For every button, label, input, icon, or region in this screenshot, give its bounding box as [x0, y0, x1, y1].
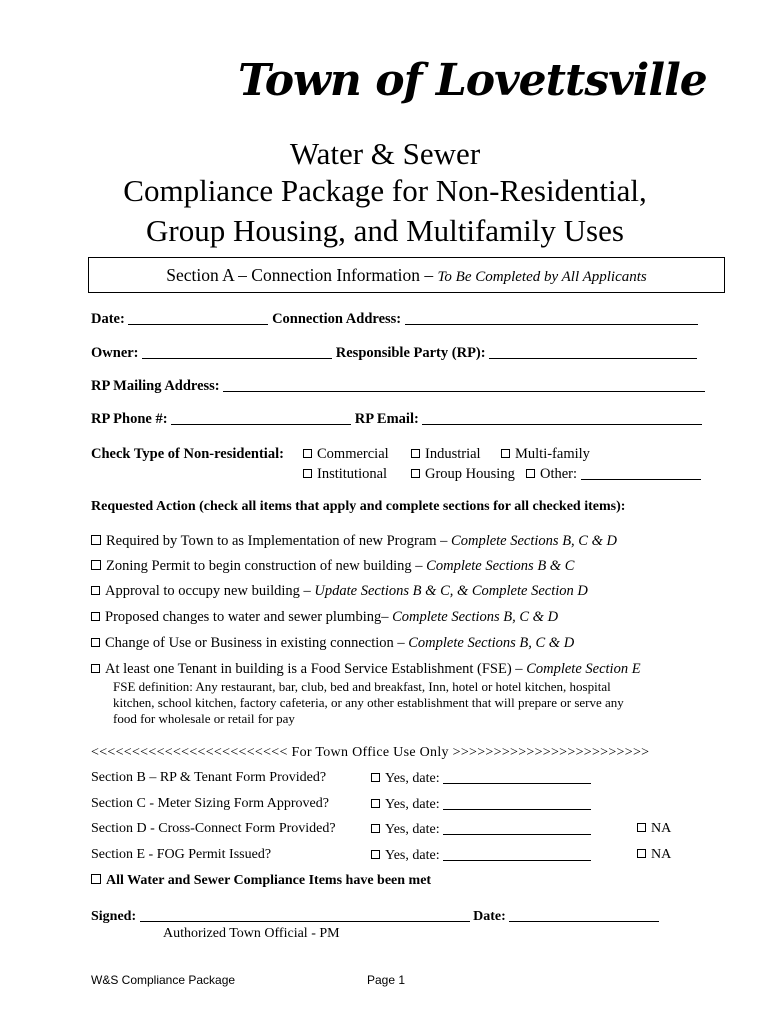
rp-phone-label: RP Phone #:: [91, 411, 168, 427]
rp-mailing-address-input[interactable]: [223, 378, 705, 392]
action-text: Approval to occupy new building –: [105, 583, 315, 599]
yes-date-label: Yes, date:: [385, 771, 440, 786]
action-item-5[interactable]: [91, 635, 574, 652]
section-a-note: To Be Completed by All Applicants: [437, 269, 647, 285]
responsible-party-label: Responsible Party (RP):: [335, 345, 486, 361]
office-row-d-na[interactable]: [637, 821, 671, 837]
checkbox[interactable]: [91, 612, 100, 621]
title-line-2: Compliance Package for Non-Residential,: [123, 173, 647, 208]
checkbox[interactable]: [91, 664, 100, 673]
responsible-party-input[interactable]: [489, 345, 697, 359]
rp-email-label: RP Email:: [354, 411, 419, 427]
type-option-label: Industrial: [425, 446, 481, 462]
section-a-label: Section A – Connection Information –: [166, 265, 438, 285]
checkbox[interactable]: [91, 638, 100, 647]
checkbox[interactable]: [526, 469, 535, 478]
checkbox[interactable]: [371, 799, 380, 808]
yes-date-label: Yes, date:: [385, 797, 440, 812]
office-row-d-label: Section D - Cross-Connect Form Provided?: [91, 821, 336, 836]
action-item-2[interactable]: [91, 558, 574, 575]
fse-definition-line-1: FSE definition: Any restaurant, bar, club, bed and breakfast, Inn, hotel or hotel kitchen, hospital: [113, 679, 611, 694]
checkbox[interactable]: [91, 560, 101, 570]
type-option-group-housing[interactable]: [411, 466, 515, 483]
type-option-label: Other:: [540, 466, 578, 482]
na-label: NA: [651, 821, 672, 836]
owner-row: [91, 345, 697, 362]
owner-input[interactable]: [142, 345, 332, 359]
connection-address-input[interactable]: [405, 311, 698, 325]
checkbox[interactable]: [411, 449, 420, 458]
yes-date-input[interactable]: [443, 796, 591, 810]
owner-label: Owner:: [91, 345, 139, 361]
rp-phone-input[interactable]: [171, 411, 351, 425]
yes-date-input[interactable]: [443, 770, 591, 784]
checkbox[interactable]: [303, 469, 312, 478]
action-instruction: Complete Sections B, C & D: [392, 609, 559, 625]
connection-address-label: Connection Address:: [272, 311, 402, 327]
type-option-commercial[interactable]: [303, 446, 389, 463]
checkbox[interactable]: [637, 849, 646, 858]
checkbox[interactable]: [303, 449, 312, 458]
signature-input[interactable]: [140, 908, 470, 922]
type-option-label: Institutional: [317, 466, 388, 482]
other-input[interactable]: [581, 466, 701, 480]
action-instruction: Complete Sections B, C & D: [408, 635, 575, 651]
action-instruction: Complete Sections B & C: [426, 558, 575, 574]
footer-page-number: Page 1: [367, 973, 406, 987]
mailing-row: [91, 378, 705, 395]
checkbox[interactable]: [91, 535, 101, 545]
office-row-d-yes[interactable]: [371, 821, 591, 838]
type-option-industrial[interactable]: [411, 446, 481, 463]
type-check-label: Check Type of Non-residential:: [91, 446, 284, 462]
title-line-3: Group Housing, and Multifamily Uses: [146, 213, 624, 248]
checkbox[interactable]: [411, 469, 420, 478]
office-row-c-label: Section C - Meter Sizing Form Approved?: [91, 796, 329, 811]
checkbox[interactable]: [91, 874, 101, 884]
office-row-b-yes[interactable]: [371, 770, 591, 787]
yes-date-input[interactable]: [443, 847, 591, 861]
yes-date-label: Yes, date:: [385, 822, 440, 837]
fse-definition-line-3: food for wholesale or retail for pay: [113, 711, 295, 726]
fse-definition-line-2: kitchen, school kitchen, factory cafeteria, or any other establishment that will prepare or serve any: [113, 695, 624, 710]
signature-row: [91, 908, 659, 925]
type-option-label: Group Housing: [425, 466, 515, 482]
action-item-3[interactable]: [91, 583, 588, 600]
date-row: [91, 311, 698, 328]
office-row-e-label: Section E - FOG Permit Issued?: [91, 847, 272, 862]
action-text: Proposed changes to water and sewer plumbing–: [105, 609, 393, 625]
office-use-banner: <<<<<<<<<<<<<<<<<<<<<<<< For Town Office Use Only >>>>>>>>>>>>>>>>>>>>>>>>: [91, 745, 650, 760]
yes-date-input[interactable]: [443, 821, 591, 835]
town-logo: Town of Lovettsville: [238, 55, 707, 106]
type-option-other[interactable]: [526, 466, 701, 483]
requested-action-heading: Requested Action (check all items that apply and complete sections for all checked items):: [91, 499, 626, 514]
signed-label: Signed:: [91, 909, 137, 924]
checkbox[interactable]: [501, 449, 510, 458]
checkbox[interactable]: [371, 773, 380, 782]
action-instruction: Complete Sections B, C & D: [451, 533, 617, 549]
yes-date-label: Yes, date:: [385, 848, 440, 863]
type-option-label: Commercial: [317, 446, 389, 462]
rp-mailing-address-label: RP Mailing Address:: [91, 378, 220, 394]
office-row-b-label: Section B – RP & Tenant Form Provided?: [91, 770, 327, 785]
office-row-e-na[interactable]: [637, 847, 671, 863]
official-caption: Authorized Town Official - PM: [163, 926, 340, 941]
action-instruction: Complete Section E: [526, 661, 641, 677]
phone-row: [91, 411, 702, 428]
action-item-6[interactable]: [91, 661, 641, 678]
action-item-1[interactable]: [91, 533, 617, 550]
checkbox[interactable]: [371, 850, 380, 859]
type-option-institutional[interactable]: [303, 466, 387, 483]
section-a-header: [88, 257, 725, 293]
all-items-met-label: All Water and Sewer Compliance Items have been met: [106, 873, 432, 888]
title-line-1: Water & Sewer: [289, 136, 481, 171]
checkbox[interactable]: [637, 823, 646, 832]
action-text: Change of Use or Business in existing connection –: [105, 635, 409, 651]
date-input[interactable]: [128, 311, 268, 325]
action-instruction: Update Sections B & C, & Complete Section D: [314, 583, 588, 599]
rp-email-input[interactable]: [422, 411, 702, 425]
all-items-met[interactable]: [91, 873, 431, 889]
footer-document-name: W&S Compliance Package: [91, 973, 236, 987]
checkbox[interactable]: [91, 586, 100, 595]
type-option-label: Multi-family: [515, 446, 590, 462]
action-text: Zoning Permit to begin construction of new building –: [106, 558, 427, 574]
checkbox[interactable]: [371, 824, 380, 833]
office-row-c-yes[interactable]: [371, 796, 591, 813]
date-label: Date:: [91, 311, 125, 327]
action-text: Required by Town to as Implementation of new Program –: [106, 533, 452, 549]
office-row-e-yes[interactable]: [371, 847, 591, 864]
type-option-multifamily[interactable]: [501, 446, 590, 463]
action-text: At least one Tenant in building is a Food Service Establishment (FSE) –: [105, 661, 527, 677]
signed-date-input[interactable]: [509, 908, 659, 922]
action-item-4[interactable]: [91, 609, 558, 626]
signed-date-label: Date:: [473, 909, 506, 924]
na-label: NA: [651, 847, 672, 862]
